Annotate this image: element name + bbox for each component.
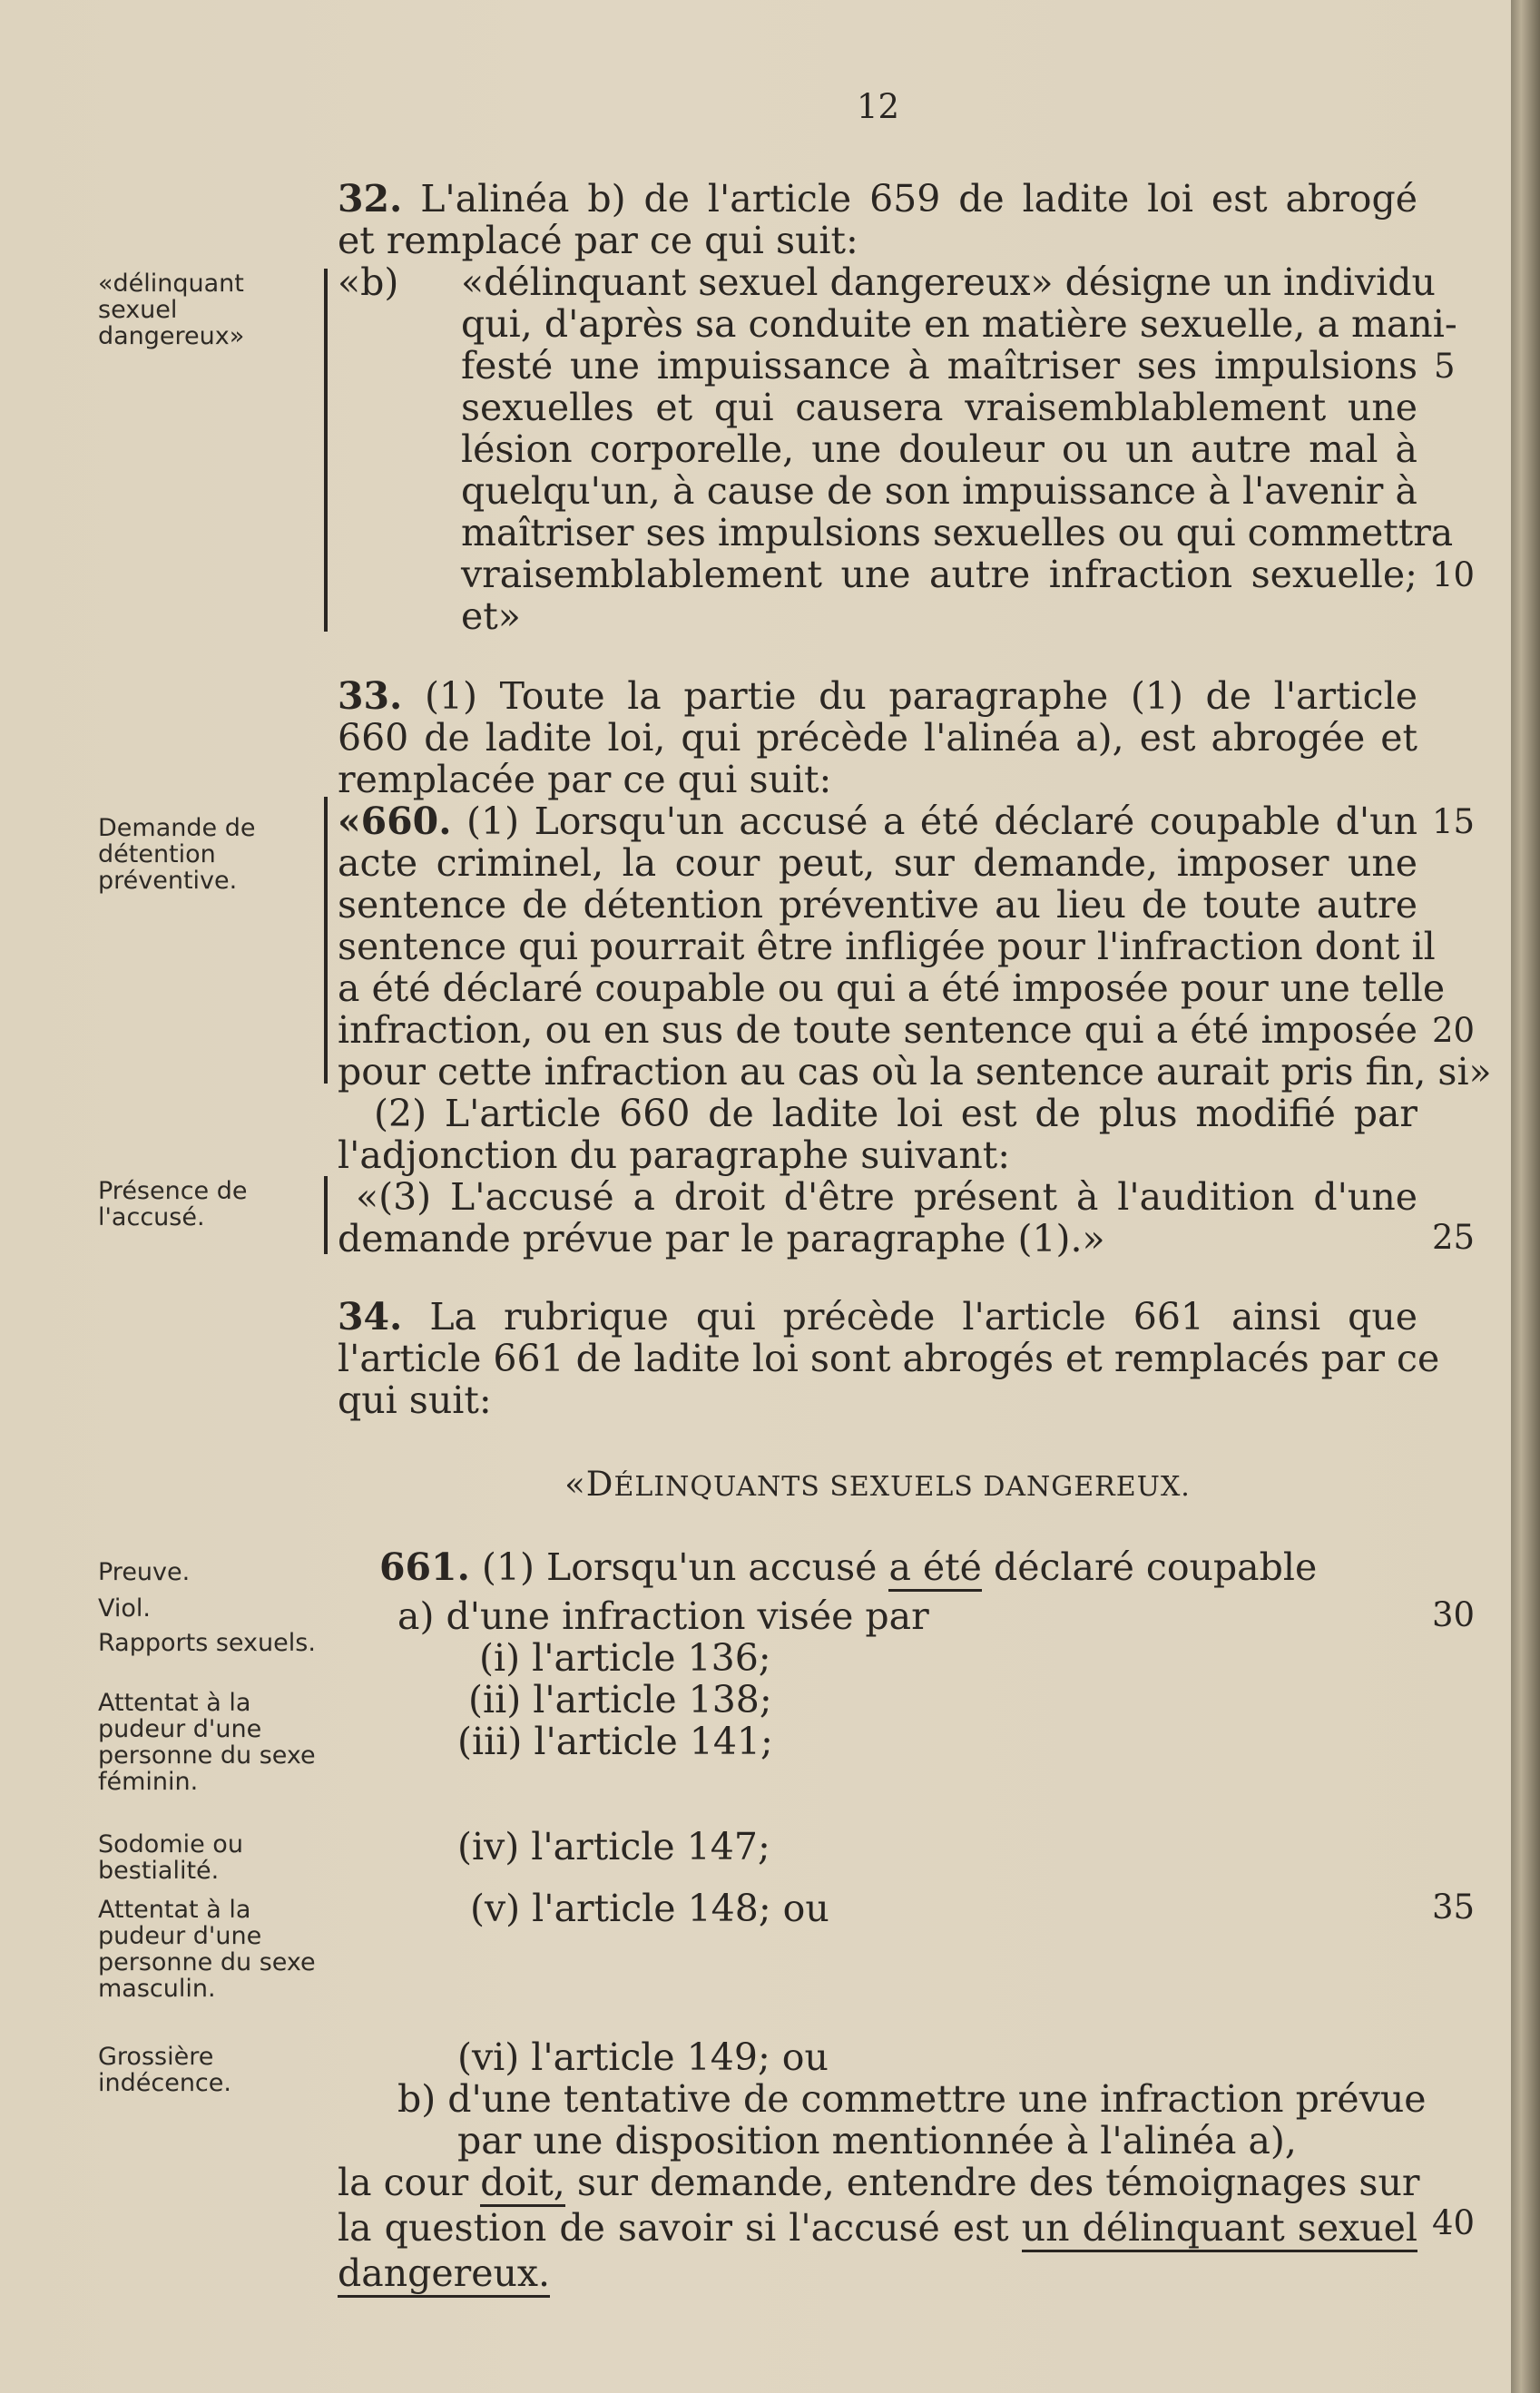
section-34-line: l'article 661 de ladite loi sont abrogés et remplacés par ce [338,1337,1440,1380]
item-vi: (vi) l'article 149; ou [457,2035,829,2079]
section-33-line: a été déclaré coupable ou qui a été imposée pour une telle [338,966,1446,1010]
item-i: (i) l'article 136; [479,1636,771,1680]
margin-note-grossiere: Grossière indécence. [98,2043,231,2097]
line-number: 20 [1432,1011,1476,1050]
section-number: «660. [338,799,452,843]
section-33-line: l'adjonction du paragraphe suivant: [338,1133,1011,1177]
section-32-line: et remplacé par ce qui suit: [338,219,858,262]
section-number: 661. [379,1545,470,1589]
section-33-line: 33. (1) Toute la partie du paragraphe (1) de l'article [338,674,1417,718]
section-32-line: festé une impuissance à maîtriser ses impulsions [461,344,1417,387]
section-34-line: 34. La rubrique qui précède l'article 661 ainsi que [338,1295,1417,1339]
paragraph-a: a) d'une infraction visée par [397,1594,929,1638]
section-33-line: (2) L'article 660 de ladite loi est de plus modifié par [374,1092,1417,1135]
section-32-line: quelqu'un, à cause de son impuissance à l'avenir à [461,469,1417,513]
margin-note-attentat-masculin: Attentat à la pudeur d'une personne du sexe masculin. [98,1896,316,2003]
line-number: 5 [1434,347,1456,386]
margin-note-presence: Présence de l'accusé. [98,1177,248,1231]
line-number: 35 [1432,1888,1476,1927]
section-32-line: qui, d'après sa conduite en matière sexuelle, a mani- [461,302,1457,346]
amendment-bar [324,269,328,632]
section-32-line: sexuelles et qui causera vraisemblablement une [461,386,1417,429]
section-33-line: infraction, ou en sus de toute sentence qui a été imposée [338,1008,1417,1052]
margin-note-viol: Viol. [98,1594,151,1623]
margin-note-rapports: Rapports sexuels. [98,1629,316,1657]
margin-note-sodomie: Sodomie ou bestialité. [98,1830,243,1885]
item-v: (v) l'article 148; ou [470,1887,829,1930]
section-33-line: sentence de détention préventive au lieu de toute autre [338,883,1417,927]
section-661-line: la cour doit, sur demande, entendre des témoignages sur [338,2162,1417,2203]
section-661-line: 661. (1) Lorsqu'un accusé a été déclaré coupable [379,1546,1317,1588]
line-number: 15 [1432,802,1476,841]
section-33-line: demande prévue par le paragraphe (1).» [338,1217,1105,1260]
page-number: 12 [857,87,900,126]
section-number: 32. [338,177,403,221]
paragraph-label-b: «b) [338,260,399,304]
section-32-line: 32. L'alinéa b) de l'article 659 de ladite loi est abrogé [338,177,1417,221]
heading-delinquants: «DÉLINQUANTS SEXUELS DANGEREUX. [564,1465,1191,1504]
section-661-line: dangereux. [338,2252,550,2294]
margin-note-preuve: Preuve. [98,1558,191,1586]
section-32-line: maîtriser ses impulsions sexuelles ou qui commettra [461,511,1454,554]
line-number: 30 [1432,1595,1476,1634]
line-number: 25 [1432,1218,1476,1257]
section-33-line: «660. (1) Lorsqu'un accusé a été déclaré coupable d'un [338,799,1417,843]
section-33-line: remplacée par ce qui suit: [338,758,832,801]
paragraph-b-cont: par une disposition mentionnée à l'alinéa a), [457,2119,1297,2163]
margin-note-demande: Demande de détention préventive. [98,814,256,895]
line-number: 10 [1432,555,1476,594]
item-iv: (iv) l'article 147; [457,1825,770,1868]
amendment-bar [324,1176,328,1254]
section-33-line: «(3) L'accusé a droit d'être présent à l'audition d'une [356,1175,1417,1219]
section-32-line: lésion corporelle, une douleur ou un autre mal à [461,427,1417,471]
section-33-line: 660 de ladite loi, qui précède l'alinéa a), est abrogée et [338,716,1417,760]
section-33-line: pour cette infraction au cas où la sentence aurait pris fin, si» [338,1050,1492,1094]
item-ii: (ii) l'article 138; [468,1678,772,1721]
section-32-line: et» [461,594,521,638]
line-number: 40 [1432,2203,1476,2242]
section-33-line: acte criminel, la cour peut, sur demande, imposer une [338,841,1417,885]
section-number: 33. [338,674,403,718]
item-iii: (iii) l'article 141; [457,1720,773,1763]
amendment-bar [324,797,328,1084]
section-32-line: «délinquant sexuel dangereux» désigne un individu [461,260,1436,304]
page-edge [1511,0,1540,2393]
margin-note-delinquant: «délinquant sexuel dangereux» [98,270,245,350]
paragraph-b: b) d'une tentative de commettre une infraction prévue [397,2077,1427,2121]
margin-note-attentat-feminin: Attentat à la pudeur d'une personne du sexe féminin. [98,1689,316,1796]
section-34-line: qui suit: [338,1378,492,1422]
section-33-line: sentence qui pourrait être infligée pour l'infraction dont il [338,925,1436,968]
section-number: 34. [338,1295,403,1339]
section-661-line: la question de savoir si l'accusé est un délinquant sexuel [338,2207,1417,2249]
section-32-line: vraisemblablement une autre infraction sexuelle; [461,553,1417,596]
